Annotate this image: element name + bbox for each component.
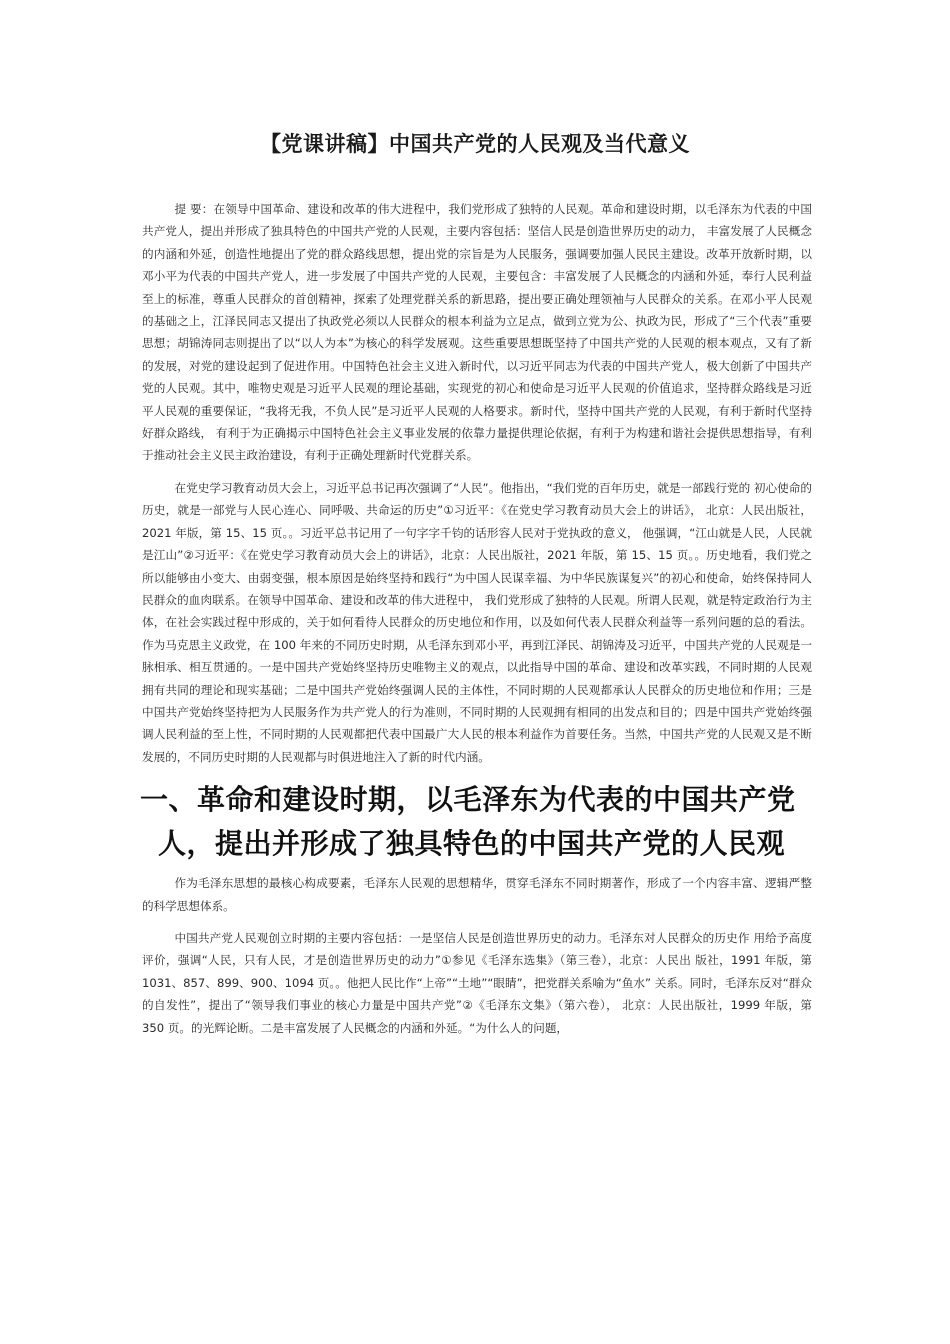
intro-paragraph: 在党史学习教育动员大会上，习近平总书记再次强调了“人民”。他指出，“我们党的百年历史，就是一部践行党的 初心使命的历史，就是一部党与人民心连心、同呼吸、共命运的历史”①习近平：《在党史学习教育动员大会上的讲话》， 北京：人民出版社，2021 年版，第 15、15 页。。习近平总书记用了一句字字千钧的话形容人民对于党执政的意义， 他强调，“江山就是人民，人民就是江山”②习近平：《在党史学习教育动员大会上的讲话》，北京：人民出版社，2021 年版，第 15、15 页。。历史地看，我们党之所以能够由小变大、由弱变强，根本原因是始终坚持和践行“为中国人民谋幸福、为中华民族谋复兴”的初心和使命，始终保持同人民群众的血肉联系。在领导中国革命、建设和改革的伟大进程中， 我们党形成了独特的人民观。所谓人民观，就是特定政治行为主体，在社会实践过程中形成的，关于如何看待人民群众的历史地位和作用，以及如何代表人民群众利益等一系列问题的总的看法。作为马克思主义政党，在 100 年来的不同历史时期，从毛泽东到邓小平，再到江泽民、胡锦涛及习近平，中国共产党的人民观是一脉相承、相互贯通的。一是中国共产党始终坚持历史唯物主义的观点，以此指导中国的革命、建设和改革实践，不同时期的人民观拥有共同的理论和现实基础；二是中国共产党始终强调人民的主体性，不同时期的人民观都承认人民群众的历史地位和作用；三是中国共产党始终坚持把为人民服务作为共产党人的行为准则，不同时期的人民观拥有相同的出发点和目的；四是中国共产党始终强调人民利益的至上性，不同时期的人民观都把代表中国最广大人民的根本利益作为首要任务。当然，中国共产党的人民观又是不断发展的，不同历史时期的人民观都与时俱进地注入了新的时代内涵。: [142, 480, 812, 764]
section-heading-line1: 一、革命和建设时期，以毛泽东为代表的中国共产党: [140, 783, 796, 817]
section-paragraph: 中国共产党人民观创立时期的主要内容包括：一是坚信人民是创造世界历史的动力。毛泽东对人民群众的历史作 用给予高度评价，强调“人民，只有人民，才是创造世界历史的动力”①参见《毛泽东选集》（第三卷），北京：人民出 版社，1991 年版，第 1031、857、899、900、1094 页。。他把人民比作“上帝”“土地”“眼睛”，把党群关系喻为“鱼水” 关系。同时，毛泽东反对“群众的自发性”，提出了“领导我们事业的核心力量是中国共产党”②《毛泽东文集》（第六卷）， 北京：人民出版社，1999 年版，第 350 页。的光辉论断。二是丰富发展了人民概念的内涵和外延。“为什么人的问题，: [142, 930, 812, 1035]
document-title: 【党课讲稿】中国共产党的人民观及当代意义: [260, 132, 690, 156]
document-body: [142, 198, 812, 1039]
abstract-paragraph: 提 要：在领导中国革命、建设和改革的伟大进程中，我们党形成了独特的人民观。革命和建设时期，以毛泽东为代表的中国共产党人，提出并形成了独具特色的中国共产党的人民观，主要内容包括：坚信人民是创造世界历史的动力， 丰富发展了人民概念的内涵和外延，创造性地提出了党的群众路线思想，提出党的宗旨是为人民服务，强调要加强人民民主建设。改革开放新时期，以邓小平为代表的中国共产党人，进一步发展了中国共产党的人民观，主要包含：丰富发展了人民概念的内涵和外延，奉行人民利益至上的标准，尊重人民群众的首创精神，探索了处理党群关系的新思路，提出要正确处理领袖与人民群众的关系。在邓小平人民观的基础之上，江泽民同志又提出了执政党必须以人民群众的根本利益为立足点，做到立党为公、执政为民，形成了“三个代表”重要思想；胡锦涛同志则提出了以“以人为本”为核心的科学发展观。这些重要思想既坚持了中国共产党的人民观的根本观点，又有了新的发展，对党的建设起到了促进作用。中国特色社会主义进入新时代，以习近平同志为代表的中国共产党人，极大创新了中国共产党的人民观。其中，唯物史观是习近平人民观的理论基础，实现党的初心和使命是习近平人民观的价值追求，坚持群众路线是习近平人民观的重要保证，“我将无我，不负人民”是习近平人民观的人格要求。新时代，坚持中国共产党的人民观，有利于新时代坚持好群众路线， 有利于为正确揭示中国特色社会主义事业发展的依靠力量提供理论依据，有利于为构建和谐社会提供思想指导，有利于推动社会主义民主政治建设，有利于正确处理新时代党群关系。: [142, 202, 812, 463]
section-paragraph: 作为毛泽东思想的最核心构成要素，毛泽东人民观的思想精华，贯穿毛泽东不同时期著作，形成了一个内容丰富、逻辑严整的科学思想体系。: [142, 876, 812, 913]
section-heading: [140, 778, 812, 866]
section-heading-line2: 人，提出并形成了独具特色的中国共产党的人民观: [158, 827, 786, 861]
